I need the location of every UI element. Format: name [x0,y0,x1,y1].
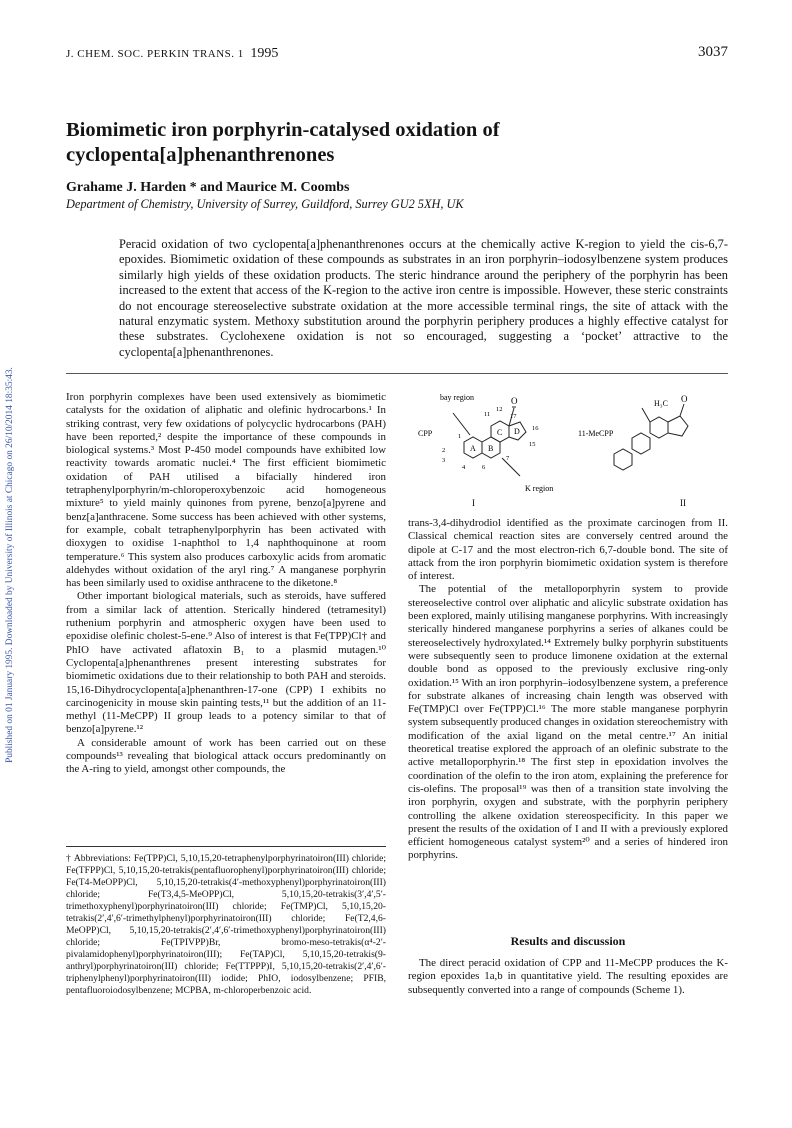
results-section [408,957,728,997]
ring-b-label: B [488,444,494,453]
author-list: Grahame J. Harden * and Maurice M. Coombs [66,180,350,195]
section-heading: Results and discussion [510,934,626,948]
position-12-label: 12 [496,406,503,413]
position-11-label: 11 [484,411,491,418]
abstract: Peracid oxidation of two cyclopenta[a]phenanthrenones occurs at the chemically active K-region to yield the cis-6,7-epoxides. Biomimetic oxidation of these compounds as substrates in an iron porphyrin–iodosylbenzene system produces similarly high yields of these oxidation products. The steric hindrance around the periphery of the porphyrin has been increased to the extent that access of the K-region to the active iron centre is impossible. However, these steric constraints do not encourage stereoselective substrate oxidation at the more accessible terminal rings, the site of attack with the natural enzymatic system. Methoxy substitution around the porphyrin periphery produces a highly effective catalyst for these substrates. Cyclohexene oxidation is not so encouraged, suggesting a ‘pocket’ attractive to the cyclopenta[a]phenanthrenones. [119,237,728,359]
oxygen-label-1: O [511,396,518,406]
body-paragraph: A considerable amount of work has been carried out on these compounds¹³ revealing that biological attack occurs predominantly on the A-ring to yield, amongst other compounds, the [66,736,386,776]
position-4-label: 4 [462,464,466,471]
ring-d-label: D [514,427,520,436]
journal-year: 1995 [250,46,279,61]
ring-a-label: A [470,444,476,453]
body-paragraph: The potential of the metalloporphyrin system to provide stereoselective control over aliphatic and alicylic substrate oxidation has been explored, mainly utilising manganese porphyrins. With increasingly sterically hindered manganese porphyrins a series of alkanes could be stereoselectively hydroxylated.¹⁴ Extremely bulky porphyrin substituents were subsequently seen to produce limonene oxidation at the external double bond as opposed to the previously exclusive ring-only oxidation.¹⁵ With an iron porphyrin–iodosylbenzene system, a preference for substrate alkanes of increasing chain length was observed with Fe(TMP)Cl over Fe(TPP)Cl.¹⁶ The more stable manganese porphyrin system subsequently produced changes in oxidation stereochemistry with modification of the axial ligand on the metal centre.¹⁷ An initial theoretical treatise explored the approach of an olefinic substrate to the active metalloporphyrin.¹⁸ The first step in epoxidation involves the coordination of the olefin to the iron atom, explaining the preference for cis-olefins. The proposal¹⁹ was then of a transition state involving the iron porphyrin, oxygen and substrate, with the porphyrin periphery controlling the alkene oxidation stereospecificity. In this paper we present the results of the oxidation of I and II with a previously explored efficient homogeneous catalyst system²⁰ and a series of hindered iron porphyrins. [408,583,728,862]
download-side-note-text: Published on 01 January 1995. Downloaded by University of Illinois at Chicago on 26/10/2014 18:35:43. [5,367,15,763]
oxygen-label-2: O [681,394,688,404]
position-7-label: 7 [506,455,510,462]
body-paragraph: trans-3,4-dihydrodiol identified as the proximate carcinogen from II. Classical chemical reaction sites are conversely centred around the dipole at C-17 and the most electron-rich 6,7-double bond. The site of attack from the iron porphyrin biomimetic oxidation system is therefore of interest. [408,517,728,583]
position-17-label: 17 [510,413,517,420]
ring-shape [668,416,688,436]
ring-shape [614,449,632,470]
running-head [66,46,278,62]
k-region-label: K region [525,484,554,493]
ring-shape [632,433,650,454]
abbreviations-footnote: † Abbreviations: Fe(TPP)Cl, 5,10,15,20-tetraphenylporphyrinatoiron(III) chloride; Fe(TFPP)Cl, 5,10,15,20-tetrakis(pentafluorophenyl)porphyrinatoiron(III) chloride; Fe(T4-MeOPP)Cl, 5,10,15,20-tetrakis(4′-methoxyphenyl)porphyrinatoiron(III) chloride; Fe(T3,4,5-MeOPP)Cl, 5,10,15,20-tetrakis(3′,4′,5′-trimethoxyphenyl)porphyrinatoiron(III) chloride; Fe(TMP)Cl, 5,10,15,20-tetrakis(2′,4′,6′-trimethylphenyl)porphyrinatoiron(III) chloride; Fe(T2,4,6-MeOPP)Cl, 5,10,15,20-tetrakis(2′,4′,6′-trimethoxyphenyl)porphyrinatoiron(III) chloride; Fe(TPIVPP)Br, bromo-meso-tetrakis(α⁴-2′-pivalamidophenyl)porphyrinatoiron(III); Fe(TAP)Cl, 5,10,15,20-tetrakis(9-anthryl)porphyrinatoiron(III) chloride; Fe(TTPPP)I, 5,10,15,20-tetrakis(2′,4′,6′-triphenylphenyl)porphyrinatoiron(III) iodide; PhIO, iodosylbenzene; PFIB, pentafluoroiodosylbenzene; MCPBA, m-chloroperbenzoic acid. [66,853,386,996]
right-column [408,517,728,863]
methyl-label: H₃C [654,399,668,408]
position-16-label: 16 [532,425,539,432]
ring-c-label: C [497,428,503,437]
body-paragraph: Iron porphyrin complexes have been used extensively as biomimetic catalysts for the oxidation of aliphatic and olefinic hydrocarbons.¹ In striking contrast, very few oxidations of polycyclic hydrocarbons (PAH) have been reported,² despite the importance of these compounds in biological systems.³ Most P-450 model compounds have exhibited low reactivity towards aromatic nuclei.⁴ The first efficient biomimetic oxidation of PAH utilised a bifacially hindered iron tetraphenylporphyrin/m-chloroperoxybenzoic acid homogeneous mixture⁵ to yield mainly quinones from pyrene, benzo[a]pyrene and benz[a]anthracene. Some success has been achieved with other systems, for example, cobalt tetraphenylporphyrin has been activated with dioxygen to oxidise 1-naphthol to 1,4 naphthoquinone at room temperature.⁶ This system also produces carboxylic acids from aromatic aldehydes without oxidation of the aryl ring.⁷ A manganese porphyrin has been similarly used to oxidise anthracene to the diketone.⁸ [66,391,386,590]
body-paragraph: The direct peracid oxidation of CPP and 11-MeCPP produces the K-region epoxides 1a,b in quantitative yield. The resulting epoxides are subsequently converted into a range of compounds (Scheme 1). [408,957,728,996]
journal-name: J. CHEM. SOC. PERKIN TRANS. 1 [66,48,244,60]
position-1-label: 1 [458,433,462,440]
bay-region-label: bay region [440,393,474,402]
left-column [66,391,386,777]
footnote-divider [66,846,386,847]
page-number: 3037 [698,44,728,60]
cpp-label: CPP [418,429,433,438]
abstract-divider [66,373,728,374]
ring-shape [650,417,668,438]
mecpp-label: 11-MeCPP [578,429,614,438]
position-6-label: 6 [482,464,486,471]
position-2-label: 2 [442,447,446,454]
article-title: Biomimetic iron porphyrin-catalysed oxidation of cyclopenta[a]phenanthrenones [66,119,500,166]
download-side-note [2,160,24,970]
compound-i-label: I [472,498,475,508]
body-paragraph: Other important biological materials, such as steroids, have suffered from a similar lack of attention. Sterically hindered (tetramesityl) ruthenium porphyrin and atmospheric oxygen have been used to epoxidise olefinic cholest-5-ene.⁹ Also of interest is that Fe(TPP)Cl† and PhIO have activated aflatoxin B₁ to a plasmid mutagen.¹⁰ Cyclopenta[a]phenanthrenes present interesting substrates for biomimetic oxidations due to their relationship to both PAH and steroids. 15,16-Dihydrocyclopenta[a]phenanthren-17-one (CPP) I exhibits no carcinogenicity in mouse skin painting tests,¹¹ but the addition of an 11-methyl (11-MeCPP) II group leads to a potency similar to that of benzo[a]pyrene.¹² [66,590,386,736]
position-15-label: 15 [529,441,536,448]
position-3-label: 3 [442,457,446,464]
affiliation: Department of Chemistry, University of Surrey, Guildford, Surrey GU2 5XH, UK [66,197,464,211]
chemical-structures-figure [402,386,732,514]
structure-drawing [402,386,732,514]
compound-ii-label: II [680,498,686,508]
